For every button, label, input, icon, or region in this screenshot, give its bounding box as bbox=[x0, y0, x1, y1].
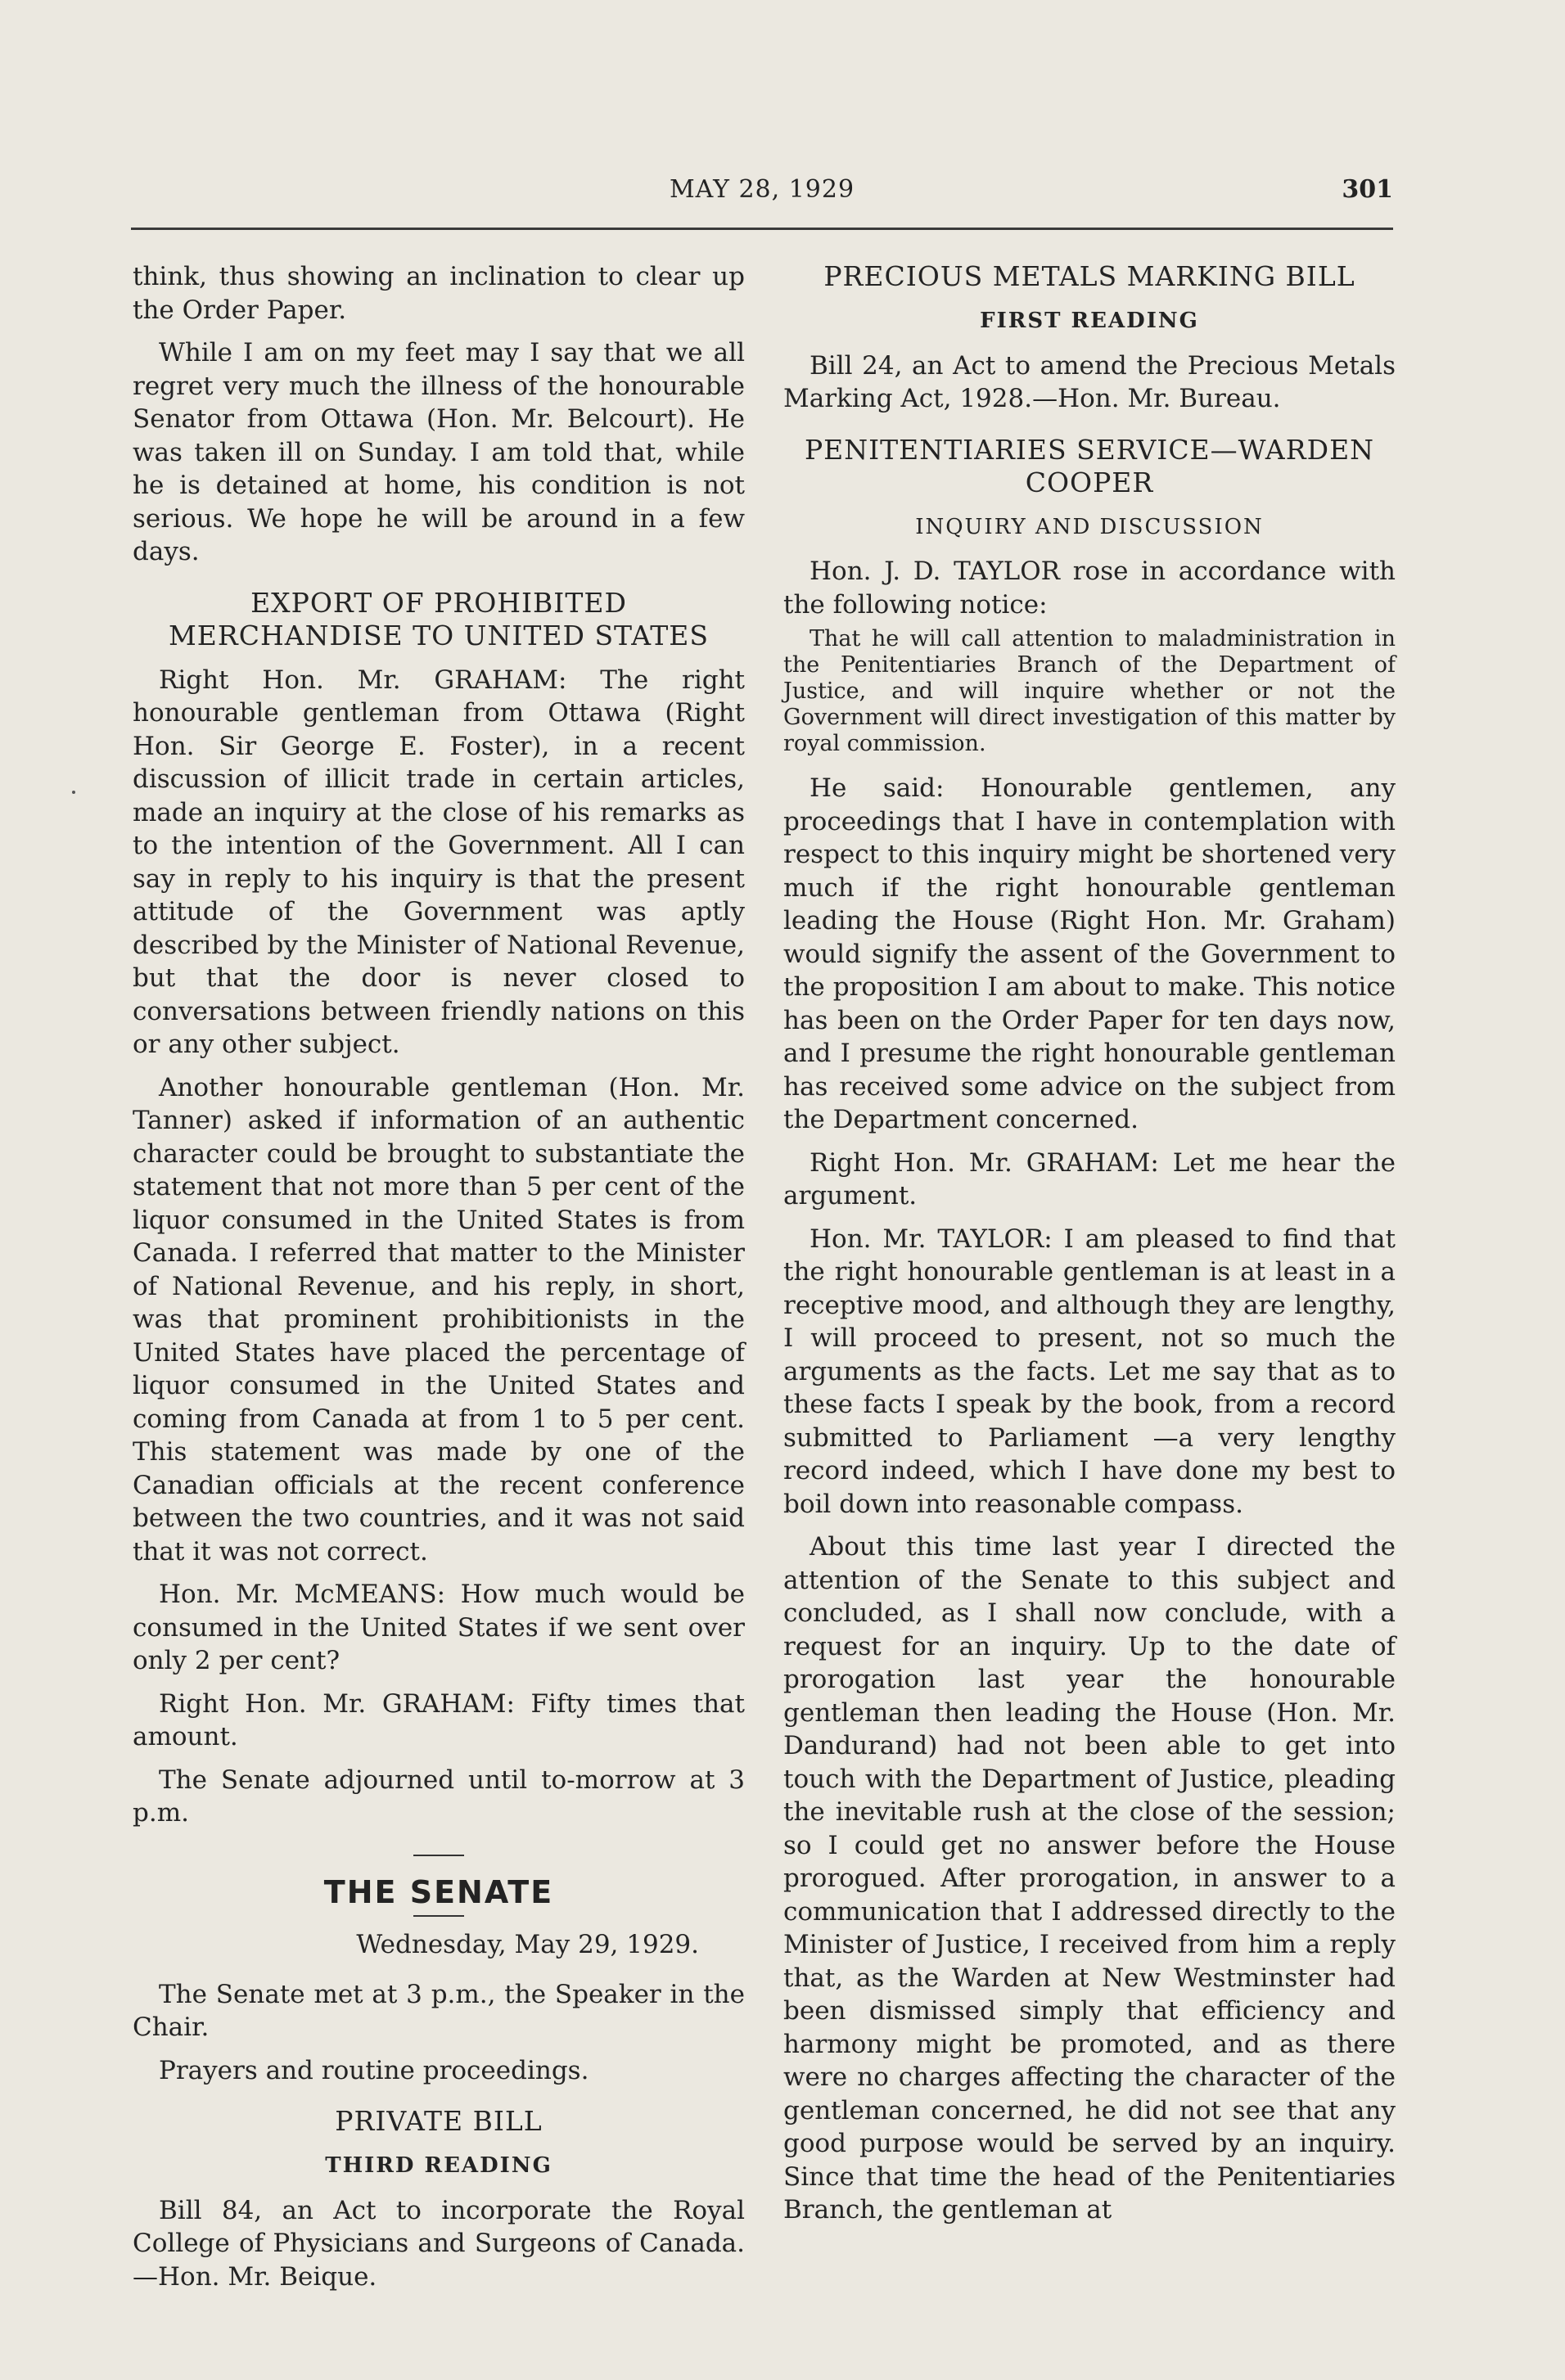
paragraph: Prayers and routine proceedings. bbox=[159, 2055, 589, 2085]
paragraph: Right Hon. Mr. GRAHAM: Fifty times that amount. bbox=[133, 1688, 745, 1751]
section-heading-penitentiaries: PENITENTIARIES SERVICE—WARDEN COOPER bbox=[804, 433, 1375, 498]
paragraph: Bill 24, an Act to amend the Precious Metals Marking Act, 1928.—Hon. Mr. Bureau. bbox=[783, 350, 1396, 413]
paragraph: About this time last year I directed the attention of the Senate to this subject and concluded, as I shall now conclude, with a request for an inquiry. Up to the date of prorogation last year the honourable gentleman then leading the House (Hon. Mr. Dandurand) had not been able to get into touch with the Department of Justice, pleading the inevitable rush at the close of the session; so I could get no answer before the House prorogued. After prorogation, in answer to a communication that I addressed directly to the Minister of Justice, I received from him a reply that, as the Warden at New Westminster had been dismissed simply that efficiency and harmony might be promoted, and as there were no charges affecting the character of the gentleman concerned, he did not see that any good purpose would be served by an inquiry. Since that time the head of the Penitentiaries Branch, the gentleman at bbox=[783, 1532, 1396, 2224]
paragraph: While I am on my feet may I say that we all regret very much the illness of the honourable Senator from Ottawa (Hon. Mr. Belcourt). He was taken ill on Sunday. I am told that, while he is detained at home, his condition is not serious. We hope he will be around in a few days. bbox=[133, 338, 745, 566]
section-heading-precious-metals: PRECIOUS METALS MARKING BILL bbox=[823, 260, 1355, 292]
paragraph: The Senate adjourned until to-morrow at 3 p.m. bbox=[133, 1765, 745, 1828]
subheading-third-reading: THIRD READING bbox=[325, 2153, 552, 2178]
paragraph: Hon. Mr. TAYLOR: I am pleased to find that the right honourable gentleman is at least in a receptive mood, and although they are lengthy, I will proceed to present, not so much the arguments as the facts. Let me say that as to these facts I speak by the book, from a record submitted to Parliament —a very lengthy record indeed, which I have done my best to boil down into reasonable compass. bbox=[783, 1224, 1396, 1519]
notice-text: That he will call attention to maladministration in the Penitentiaries Branch of the Department of Justice, and will inquire whether or not the Government will direct investigation of this matter by royal commission. bbox=[783, 626, 1396, 756]
page-date: MAY 28, 1929 bbox=[669, 175, 855, 204]
paragraph: think, thus showing an inclination to clear up the Order Paper. bbox=[133, 262, 745, 325]
title-rule bbox=[413, 1915, 464, 1917]
paragraph: Right Hon. Mr. GRAHAM: The right honourable gentleman from Ottawa (Right Hon. Sir George E. Foster), in a recent discussion of illicit trade in certain articles, made an inquiry at the close of his remarks as to the intention of the Government. All I can say in reply to his inquiry is that the present attitude of the Government was aptly described by the Minister of National Revenue, but that the door is never closed to conversations between friendly nations on this or any other subject. bbox=[133, 665, 745, 1059]
paragraph: Another honourable gentleman (Hon. Mr. Tanner) asked if information of an authentic character could be brought to substantiate the statement that not more than 5 per cent of the liquor consumed in the United States is from Canada. I referred that matter to the Minister of National Revenue, and his reply, in short, was that prominent prohibitionists in the United States have placed the percentage of liquor consumed in the United States and coming from Canada at from 1 to 5 per cent. This statement was made by one of the Canadian officials at the recent conference between the two countries, and it was not said that it was not correct. bbox=[133, 1072, 745, 1566]
section-divider bbox=[413, 1855, 464, 1856]
header-rule bbox=[131, 228, 1393, 230]
paragraph: He said: Honourable gentlemen, any proceedings that I have in contemplation with respect to this inquiry might be shortened very much if the right honourable gentleman leading the House (Right Hon. Mr. Graham) would signify the assent of the Government to the proposition I am about to make. This notice has been on the Order Paper for ten days now, and I presume the right honourable gentleman has received some advice on the subject from the Department concerned. bbox=[783, 773, 1396, 1134]
paragraph: Hon. J. D. TAYLOR rose in accordance with the following notice: bbox=[783, 557, 1396, 620]
page-header bbox=[131, 170, 1393, 210]
subheading-inquiry: INQUIRY AND DISCUSSION bbox=[915, 514, 1264, 539]
paragraph: The Senate met at 3 p.m., the Speaker in the Chair. bbox=[133, 1979, 745, 2042]
subheading-first-reading: FIRST READING bbox=[980, 309, 1199, 333]
section-heading-private-bill: PRIVATE BILL bbox=[335, 2105, 543, 2137]
page-number: 301 bbox=[1342, 175, 1393, 204]
paragraph: Right Hon. Mr. GRAHAM: Let me hear the argument. bbox=[783, 1147, 1396, 1210]
margin-mark bbox=[72, 791, 75, 794]
sitting-date: Wednesday, May 29, 1929. bbox=[356, 1930, 699, 1959]
left-column bbox=[133, 260, 745, 2303]
senate-title: THE SENATE bbox=[323, 1873, 554, 1910]
section-heading-export: EXPORT OF PROHIBITED MERCHANDISE TO UNITED STATES bbox=[168, 586, 709, 651]
paragraph: Hon. Mr. McMEANS: How much would be consumed in the United States if we sent over only 2 per cent? bbox=[133, 1580, 745, 1675]
paragraph: Bill 84, an Act to incorporate the Royal College of Physicians and Surgeons of Canada.—Hon. Mr. Beique. bbox=[133, 2195, 745, 2292]
right-column bbox=[783, 260, 1396, 2237]
